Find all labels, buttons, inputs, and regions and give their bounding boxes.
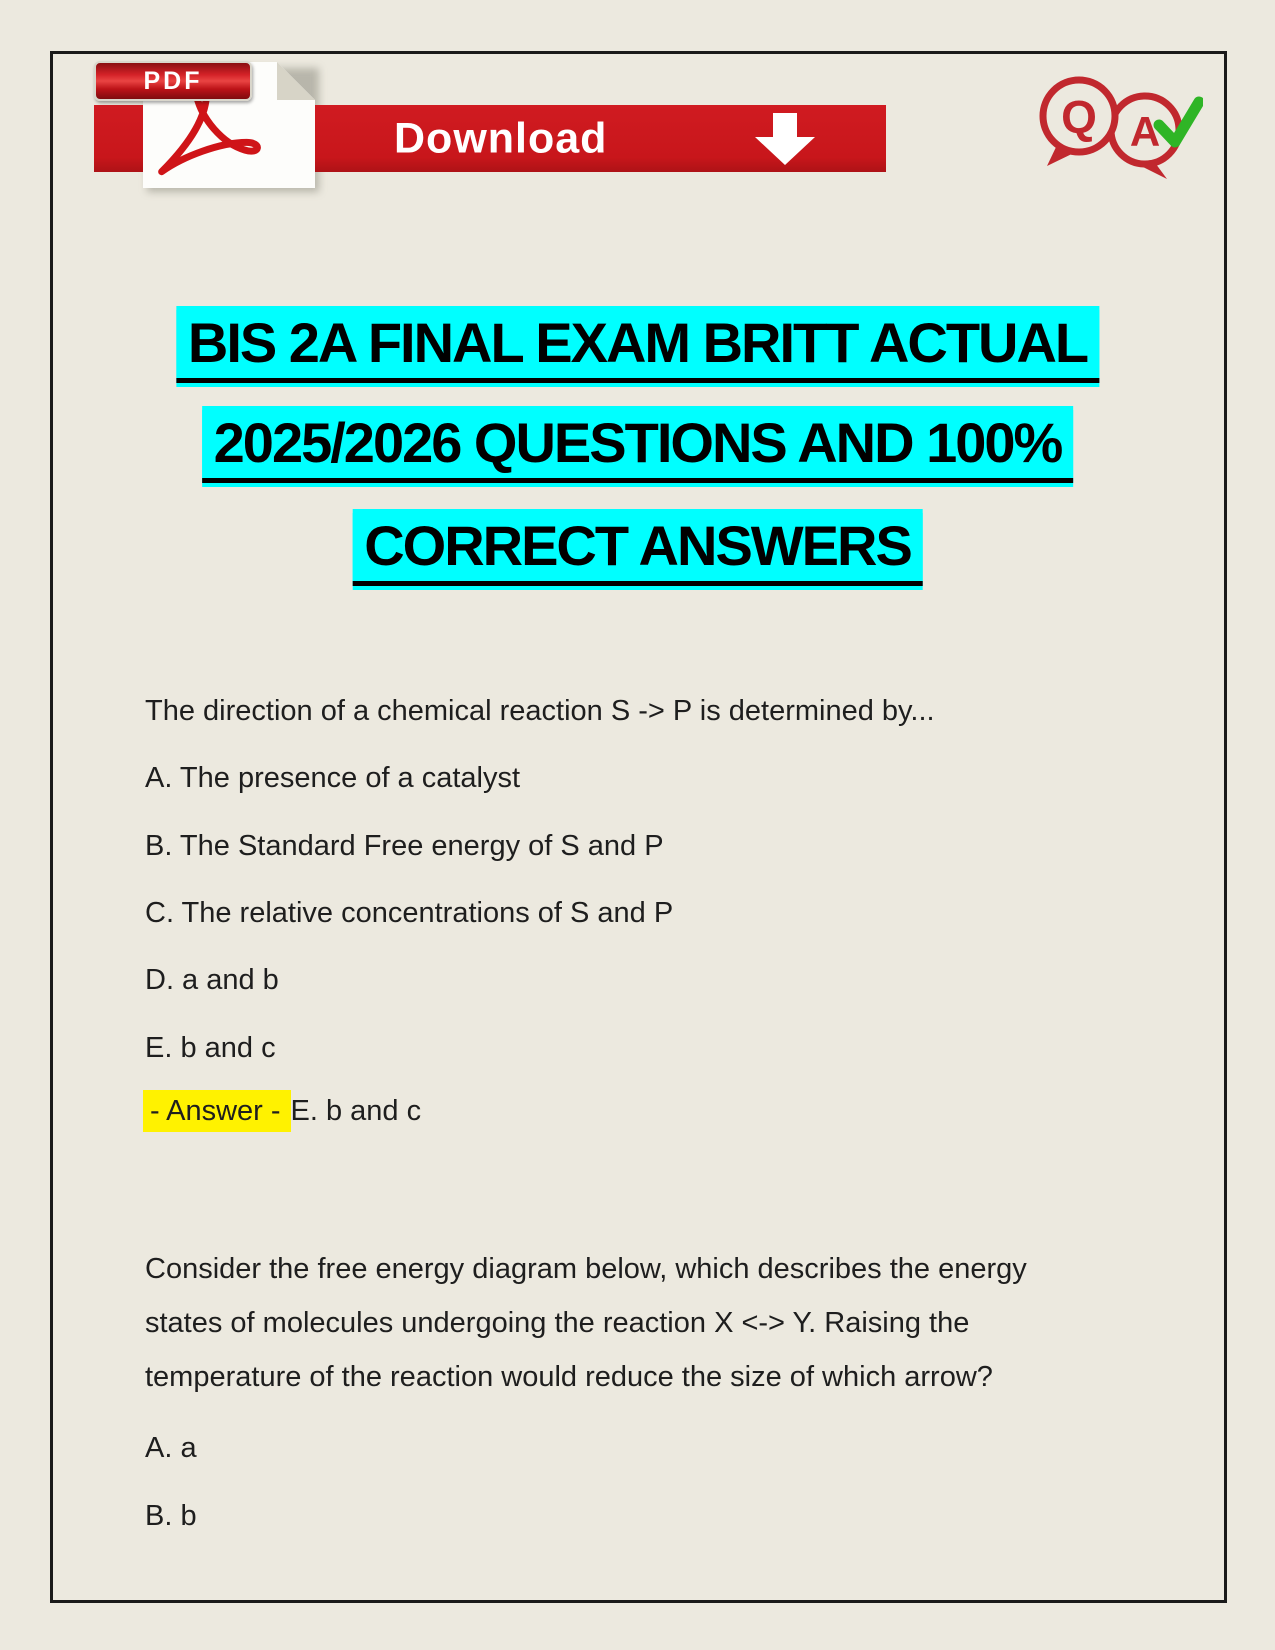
question-2-prompt [145, 1242, 1027, 1404]
download-arrow-icon [749, 113, 821, 165]
pdf-badge-label: PDF [143, 66, 203, 95]
answer-text: E. b and c [290, 1095, 422, 1127]
question-2-prompt-line-3: temperature of the reaction would reduce the size of which arrow? [145, 1361, 993, 1393]
question-1-prompt: The direction of a chemical reaction S -> P is determined by... [145, 695, 935, 727]
title-line-3: CORRECT ANSWERS [352, 509, 923, 586]
question-1-option-c: C. The relative concentrations of S and P [145, 897, 674, 929]
title-line-2: 2025/2026 QUESTIONS AND 100% [202, 406, 1074, 483]
qa-logo-a-letter: A [1129, 108, 1161, 155]
download-label: Download [394, 114, 608, 162]
question-1-option-b: B. The Standard Free energy of S and P [145, 830, 664, 862]
answer-label-highlight: - Answer - [143, 1090, 291, 1132]
qa-logo-q-letter: Q [1061, 91, 1097, 143]
question-2-prompt-line-1: Consider the free energy diagram below, which describes the energy [145, 1253, 1027, 1285]
pdf-badge [94, 61, 252, 101]
question-2-prompt-line-2: states of molecules undergoing the reaction X <-> Y. Raising the [145, 1307, 970, 1339]
title-line-1: BIS 2A FINAL EXAM BRITT ACTUAL [176, 306, 1099, 383]
question-1-option-d: D. a and b [145, 964, 279, 996]
question-1-answer-line [143, 1090, 421, 1132]
question-2-option-a: A. a [145, 1432, 197, 1464]
question-1-option-a: A. The presence of a catalyst [145, 762, 521, 794]
qa-logo [1033, 75, 1203, 180]
question-2-option-b: B. b [145, 1500, 197, 1532]
pdf-download-banner[interactable] [94, 58, 894, 192]
question-1-option-e: E. b and c [145, 1032, 276, 1064]
